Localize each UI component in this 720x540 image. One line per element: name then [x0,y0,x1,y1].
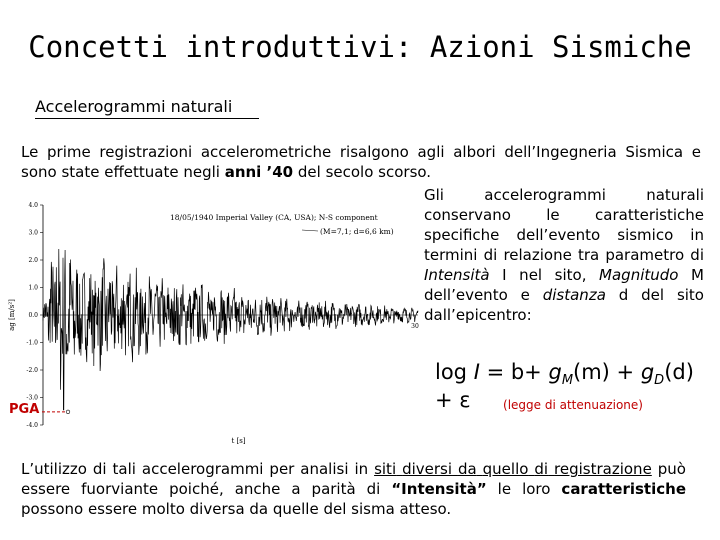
x-axis-label: t [s] [231,437,246,445]
formula-gM-sub: M [561,373,574,389]
intro-bold-years: anni ’40 [224,163,294,181]
formula-plus: + [609,360,641,384]
formula-eq: = b+ [479,360,549,384]
pga-label: PGA [9,402,40,417]
y-tick-label: 1.0 [28,284,38,292]
chart-title: 18/05/1940 Imperial Valley (CA, USA); N-S component [170,213,378,222]
bottom-bold-caratteristiche: caratteristiche [561,480,686,498]
formula-eps: + ε [435,388,471,413]
x-end-tick-label: 30 [411,323,419,330]
pga-marker [66,410,70,414]
formula-gD-sub: D [654,373,665,389]
right-paragraph [424,185,704,325]
bottom-text-2: può essere fuorviante poiché, anche a parità di [21,460,686,498]
bottom-text-4: possono essere molto diversa da quelle del sisma atteso. [21,500,452,518]
right-italic-distance: distanza [542,286,606,304]
right-text-4: d del sito dall’epicentro: [424,286,704,324]
intro-text-2: del secolo scorso. [293,163,432,181]
right-text-3: M dell’evento e [424,266,704,304]
bottom-u-siti: siti [374,460,397,478]
chart-annotation: (M=7,1; d=6,6 km) [320,227,394,236]
formula-log: log [435,360,468,384]
bottom-bold-intensita: “Intensità” [391,480,487,498]
y-tick-label: 2.0 [28,257,38,264]
formula-m: (m) [573,360,610,384]
y-tick-label: 4.0 [28,202,38,209]
formula-gD: g [640,360,655,384]
formula-gM: g [548,360,562,384]
bottom-text-3: le loro [486,480,562,498]
annotation-pointer [302,230,318,231]
attenuation-law-caption: (legge di attenuazione) [503,398,643,412]
bottom-text-1: L’utilizzo di tali accelerogrammi per analisi in [21,460,375,478]
slide-subtitle: Accelerogrammi naturali [35,97,259,119]
bottom-u-di: di [534,460,549,478]
y-tick-label: -1.0 [26,339,38,347]
y-tick-label: 0.0 [28,312,38,319]
formula-I: I [473,360,480,384]
y-axis-label: ag [m/s²] [8,299,16,331]
right-italic-magnitude: Magnitudo [599,266,679,284]
slide-title: Concetti introduttivi: Azioni Sismiche [28,30,692,64]
intro-text-1: Le prime registrazioni accelerometriche risalgono agli albori dell’Ingegneria Sismica e sono state effettuate negli [21,143,701,181]
bottom-paragraph [21,459,686,519]
bottom-u-registrazione: registrazione [554,460,652,478]
right-text-1: Gli accelerogrammi naturali conservano le caratteristiche specifiche dell’evento sismico in termini di relazione tra parametro di [424,186,704,264]
y-tick-label: 3.0 [28,229,38,237]
formula-d: (d) [664,360,694,384]
bottom-u-da: da [457,460,477,478]
accelerogram-trace [43,249,418,410]
right-text-2: I nel sito, [489,266,600,284]
right-italic-intensity: Intensità [424,266,490,284]
y-tick-label: -4.0 [26,422,38,429]
y-tick-label: -2.0 [26,367,38,374]
bottom-u-diversi: diversi [402,460,453,478]
bottom-u-quello: quello [482,460,529,478]
y-tick-label: -3.0 [26,394,38,402]
